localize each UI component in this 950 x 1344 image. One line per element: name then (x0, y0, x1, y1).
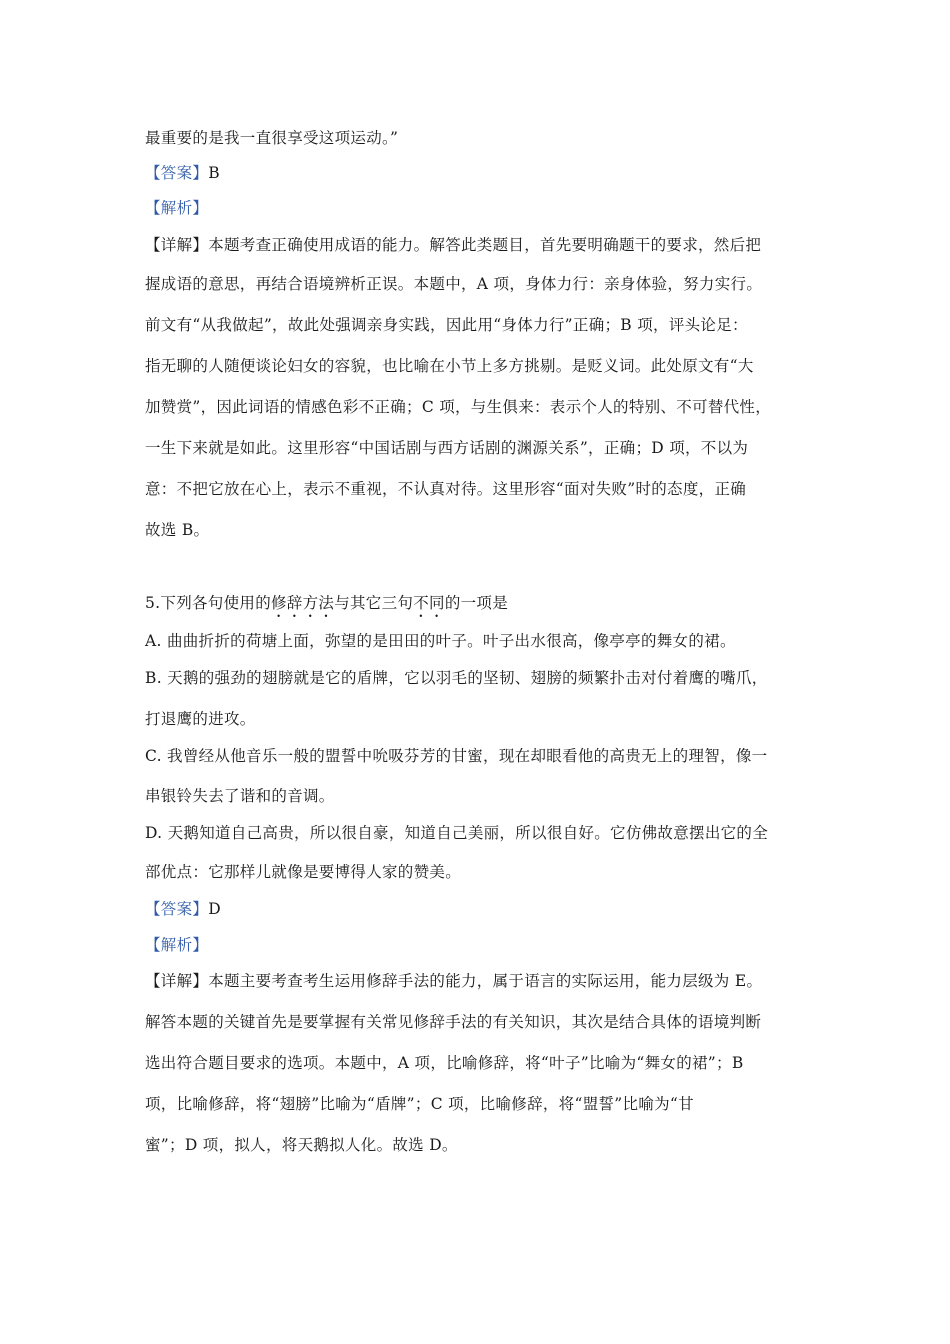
emphasized-text: 修辞方法 (271, 594, 335, 612)
q4-detail-line (145, 234, 815, 256)
q5-stem (145, 592, 815, 621)
q5-detail-line: 项，比喻修辞，将“翅膀”比喻为“盾牌”；C 项，比喻修辞，将“盟誓”比喻为“甘 (145, 1095, 694, 1113)
q5-answer (145, 898, 815, 920)
q5-detail-line: 选出符合题目要求的选项。本题中，A 项，比喻修辞，将“叶子”比喻为“舞女的裙”；B (145, 1054, 744, 1072)
answer-tag: 【答案】 (145, 164, 209, 182)
q5-analysis-tag: 【解析】 (145, 936, 209, 954)
q4-detail-line: 一生下来就是如此。这里形容“中国话剧与西方话剧的渊源关系”，正确；D 项，不以为 (145, 439, 749, 457)
q5-option: B. 天鹅的强劲的翅膀就是它的盾牌，它以羽毛的坚韧、翅膀的频繁扑击对付着鹰的嘴爪， (145, 669, 768, 687)
detail-tag: 【详解】 (145, 236, 209, 254)
answer-tag: 【答案】 (145, 900, 209, 918)
answer-value: D (208, 900, 221, 918)
detail-text: 本题主要考查考生运用修辞手法的能力，属于语言的实际运用，能力层级为 E。 (208, 972, 763, 990)
q5-option: A. 曲曲折折的荷塘上面，弥望的是田田的叶子。叶子出水很高，像亭亭的舞女的裙。 (145, 632, 736, 650)
q5-option: 串银铃失去了谐和的音调。 (145, 787, 335, 805)
answer-value: B (208, 164, 220, 182)
q5-detail-line (145, 970, 815, 992)
stem-text: 5.下列各句使用的 (145, 594, 271, 612)
stem-text: 与其它三句 (334, 594, 414, 612)
q4-detail-line: 故选 B。 (145, 521, 210, 539)
q5-option: C. 我曾经从他音乐一般的盟誓中吮吸芬芳的甘蜜，现在却眼看他的高贵无上的理智，像一 (145, 747, 768, 765)
q5-option: 部优点：它那样儿就像是要博得人家的赞美。 (145, 863, 462, 881)
q4-detail-line: 意：不把它放在心上，表示不重视，不认真对待。这里形容“面对失败”时的态度，正确 (145, 480, 747, 498)
q4-detail-line: 指无聊的人随便谈论妇女的容貌，也比喻在小节上多方挑剔。是贬义词。此处原文有“大 (145, 357, 754, 375)
detail-text: 本题考查正确使用成语的能力。解答此类题目，首先要明确题干的要求，然后把 (208, 236, 762, 254)
q4-detail-line: 握成语的意思，再结合语境辨析正误。本题中，A 项，身体力行：亲身体验，努力实行。 (145, 275, 763, 293)
stem-text: 的一项是 (444, 594, 509, 612)
q4-answer (145, 162, 815, 184)
emphasized-text: 不同 (413, 594, 445, 612)
q4-detail-line: 前文有“从我做起”，故此处强调亲身实践，因此用“身体力行”正确；B 项，评头论足： (145, 316, 748, 334)
q5-detail-line: 蜜”；D 项，拟人，将天鹅拟人化。故选 D。 (145, 1136, 458, 1154)
q4-detail-line: 加赞赏”，因此词语的情感色彩不正确；C 项，与生俱来：表示个人的特别、不可替代性， (145, 398, 772, 416)
q4-continuation-text: 最重要的是我一直很享受这项运动。” (145, 129, 399, 147)
q5-option: D. 天鹅知道自己高贵，所以很自豪，知道自己美丽，所以很自好。它仿佛故意摆出它的全 (145, 824, 769, 842)
q4-analysis-tag: 【解析】 (145, 199, 209, 217)
q5-detail-line: 解答本题的关键首先是要掌握有关常见修辞手法的有关知识，其次是结合具体的语境判断 (145, 1013, 762, 1031)
detail-tag: 【详解】 (145, 972, 209, 990)
q5-option: 打退鹰的进攻。 (145, 710, 256, 728)
